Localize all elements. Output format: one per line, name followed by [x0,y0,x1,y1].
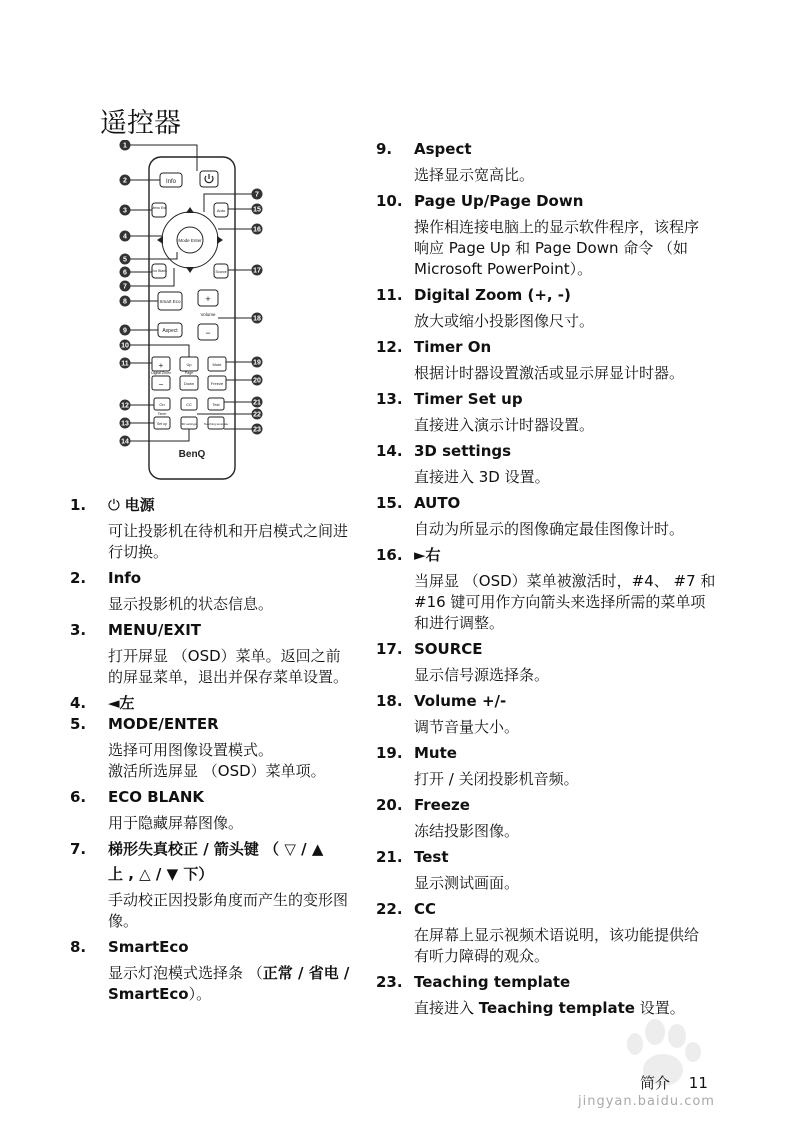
item-label: Freeze [414,796,470,814]
item-description [414,467,736,488]
description-text: ）。 [188,985,212,1003]
description-line: 当屏显 （OSD）菜单被激活时，#4、 #7 和 [414,572,716,590]
set-up-label: Set up [156,422,168,426]
description-line: 有听力障碍的观众。 [414,947,550,965]
item-number: 2. [70,569,87,587]
power-icon: ⏻ [108,496,125,514]
item-label: ◄左 [108,694,135,712]
3d-label: 3D settings [181,422,197,426]
item-heading [376,336,736,357]
description-bold: SmartEco [108,985,189,1003]
item-number: 15. [376,494,403,512]
item-label-line: 上 , △ / ▼ 下） [108,865,214,883]
callout-number: 18 [253,315,261,323]
list-item [376,388,736,436]
item-number: 1. [70,496,87,514]
volume-label: Volume [200,312,216,317]
item-label: ►右 [414,546,441,564]
callout-number: 20 [253,377,261,385]
item-heading [376,794,736,815]
brand-logo-text: BenQ [178,449,206,460]
description-line: 选择可用图像设置模式。 [108,741,274,759]
item-description [414,217,736,280]
description-line: 手动校正因投影角度而产生的变形图 [108,891,349,909]
footer-section: 简介 [640,1074,671,1092]
item-label: AUTO [414,494,461,512]
list-item [376,138,736,186]
callout-number: 12 [121,402,129,410]
item-label: SOURCE [414,640,483,658]
description-line: 和进行调整。 [414,614,505,632]
digital-zoom-label: Digital Zoom [151,371,171,375]
item-number: 17. [376,640,403,658]
callout-number: 5 [123,256,127,264]
callout-number: 13 [121,420,129,428]
item-number: 18. [376,692,403,710]
item-number: 7. [70,840,87,858]
description-line: 显示测试画面。 [414,874,520,892]
description-line: 选择显示宽高比。 [414,166,535,184]
item-number: 16. [376,546,403,564]
callout-number: 14 [121,438,129,446]
description-line: 显示投影机的状态信息。 [108,595,274,613]
description-line: 用于隐藏屏幕图像。 [108,814,244,832]
item-description [414,665,736,686]
description-line [108,984,390,1005]
item-description [414,925,736,967]
callout-number: 17 [253,267,261,275]
item-label: MENU/EXIT [108,621,202,639]
description-line: 的屏显菜单，退出并保存菜单设置。 [108,668,349,686]
list-item [70,713,390,782]
callout-number: 1 [123,142,127,150]
smart-eco-label: Smart Eco [159,299,181,304]
item-number: 6. [70,788,87,806]
list-item [376,544,736,634]
description-text: 设置。 [635,999,685,1017]
list-item [376,898,736,967]
zoom-plus-label: + [158,361,164,370]
info-button-label: Info [165,179,177,185]
item-heading [70,494,390,515]
item-description [414,519,736,540]
item-number: 5. [70,715,87,733]
item-description [414,571,736,634]
callout-number: 15 [253,206,261,214]
item-description [108,890,390,932]
item-description [414,415,736,436]
watermark-text: jingyan.baidu.com [578,1094,715,1109]
callout-number: 23 [253,426,261,434]
menu-button-label: Menu Exit [151,206,167,210]
item-heading [376,284,736,305]
page-down-label: Down [183,381,195,386]
aspect-label: Aspect [162,328,178,334]
item-number: 10. [376,192,403,210]
item-number: 22. [376,900,403,918]
remote-control-diagram [112,140,272,490]
callout-number: 21 [253,399,261,407]
timer-label: Timer [157,412,167,416]
list-item [376,440,736,488]
item-heading [376,388,736,409]
item-label: Test [414,848,449,866]
description-line: 操作相连接电脑上的显示软件程序，该程序 [414,218,700,236]
item-description [108,646,390,688]
item-description [108,963,390,1005]
item-heading [70,838,390,884]
item-description [414,363,736,384]
page-up-label: Up [186,362,192,367]
test-label: Test [212,402,220,407]
item-label: SmartEco [108,938,189,956]
item-description [414,311,736,332]
list-item [70,494,390,563]
item-heading [70,619,390,640]
right-column [376,138,736,1023]
item-number: 9. [376,140,393,158]
description-bold: Teaching template [478,999,635,1017]
timer-on-label: On [159,402,165,407]
list-item [376,690,736,738]
item-heading [376,846,736,867]
description-line: 自动为所显示的图像确定最佳图像计时。 [414,520,685,538]
description-line: 在屏幕上显示视频术语说明，该功能提供给 [414,926,700,944]
eco-blank-label: Eco Blank [151,269,167,273]
description-line: #16 键可用作方向箭头来选择所需的菜单项 [414,593,706,611]
item-label: MODE/ENTER [108,715,219,733]
callout-number: 6 [123,269,127,277]
description-bold: 正常 / 省电 / [262,964,350,982]
mode-button-label: Mode Enter [178,238,202,243]
page-title: 遥控器 [100,108,181,139]
list-item [70,786,390,834]
description-line: 可让投影机在待机和开启模式之间进 [108,522,349,540]
description-line: 直接进入演示计时器设置。 [414,416,595,434]
item-label: Volume +/- [414,692,507,710]
mute-label: Mute [212,362,222,367]
item-number: 23. [376,973,403,991]
item-label: Digital Zoom (+, -) [414,286,571,304]
item-number: 21. [376,848,403,866]
description-line: Microsoft PowerPoint）。 [414,260,593,278]
item-description [108,594,390,615]
callout-number: 16 [253,226,261,234]
page-label: Page [184,371,194,375]
item-number: 11. [376,286,403,304]
item-label: CC [414,900,437,918]
item-label: Aspect [414,140,472,158]
description-line: 调节音量大小。 [414,718,520,736]
callout-number: 4 [123,233,127,241]
item-description [414,717,736,738]
item-number: 4. [70,694,87,712]
callout-number: 7 [255,191,259,199]
item-number: 19. [376,744,403,762]
item-label: ECO BLANK [108,788,205,806]
list-item [70,936,390,1005]
item-description [108,813,390,834]
list-item [70,838,390,932]
volume-minus-label: − [205,328,211,338]
item-description [108,521,390,563]
list-item [70,567,390,615]
description-line: 冻结投影图像。 [414,822,520,840]
auto-button-label: Auto [216,208,226,213]
item-number: 20. [376,796,403,814]
item-label-text: 电源 [124,496,155,514]
callout-number: 22 [253,411,261,419]
item-label [108,840,390,884]
callout-number: 9 [123,327,127,335]
list-item [376,190,736,280]
description-line: 根据计时器设置激活或显示屏显计时器。 [414,364,685,382]
item-description [108,740,390,782]
description-line: 直接进入 3D 设置。 [414,468,550,486]
item-heading [376,190,736,211]
item-heading [70,786,390,807]
item-label: Teaching template [414,973,571,991]
description-text: 显示灯泡模式选择条 （ [108,964,263,982]
callout-number: 11 [121,360,129,368]
description-line: 行切换。 [108,543,169,561]
item-heading [70,567,390,588]
page-number: 11 [688,1074,708,1092]
description-line: 放大或缩小投影图像尺寸。 [414,312,595,330]
item-heading [376,638,736,659]
item-number: 13. [376,390,403,408]
item-label: Page Up/Page Down [414,192,584,210]
list-item [70,692,390,713]
callout-number: 10 [121,342,129,350]
list-item [376,492,736,540]
item-number: 14. [376,442,403,460]
description-line: 打开 / 关闭投影机音频。 [414,770,579,788]
teaching-label: Teaching template [203,422,229,426]
volume-plus-label: + [205,294,211,304]
description-line: 像。 [108,912,139,930]
list-item [376,284,736,332]
item-heading [70,692,390,713]
item-label: Mute [414,744,457,762]
description-line: 激活所选屏显 （OSD）菜单项。 [108,762,326,780]
item-label: Timer On [414,338,492,356]
left-column [70,494,390,1009]
item-heading [376,492,736,513]
item-description [414,769,736,790]
page-footer [640,1072,708,1093]
item-number: 8. [70,938,87,956]
description-line [108,963,390,984]
item-heading [376,971,736,992]
item-label: Info [108,569,142,587]
description-text: 直接进入 [414,999,479,1017]
item-heading [376,440,736,461]
item-label: Timer Set up [414,390,523,408]
item-heading [376,742,736,763]
callout-number: 8 [123,298,127,306]
callout-number: 2 [123,177,127,185]
description-line: 显示信号源选择条。 [414,666,550,684]
item-heading [70,936,390,957]
callout-number: 3 [123,207,127,215]
list-item [376,846,736,894]
description-line: 打开屏显 （OSD）菜单。返回之前 [108,647,341,665]
list-item [376,794,736,842]
item-heading [70,713,390,734]
item-heading [376,898,736,919]
list-item [70,619,390,688]
item-heading [376,544,736,565]
zoom-minus-label: − [158,380,164,389]
item-label [108,496,390,515]
callout-number: 7 [123,283,127,291]
list-item [376,336,736,384]
item-description [414,873,736,894]
list-item [376,638,736,686]
item-label: 3D settings [414,442,512,460]
item-heading [376,690,736,711]
callout-number: 19 [253,359,261,367]
item-number: 3. [70,621,87,639]
freeze-label: Freeze [210,381,224,386]
source-label: Source [215,270,227,274]
item-description [414,165,736,186]
description-line: 响应 Page Up 和 Page Down 命令 （如 [414,239,689,257]
item-number: 12. [376,338,403,356]
item-heading [376,138,736,159]
item-description [414,821,736,842]
item-label-line: 梯形失真校正 / 箭头键 （ ▽ / ▲ [108,840,324,858]
cc-label: CC [186,402,192,407]
list-item [376,742,736,790]
